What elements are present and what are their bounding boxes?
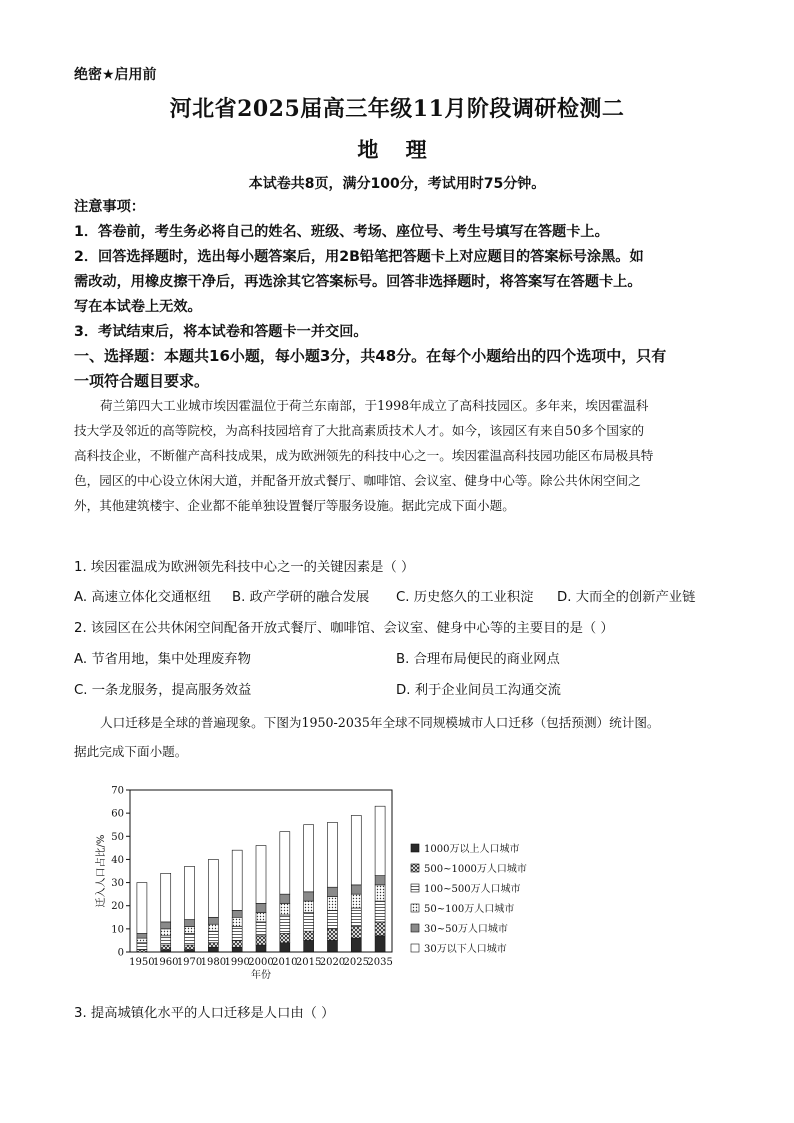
legend-label: 50~100万人口城市 [424, 904, 515, 915]
y-tick-label: 30 [111, 878, 124, 890]
legend-label: 30~50万人口城市 [424, 924, 508, 935]
legend-swatch [411, 904, 419, 912]
bar-segment [137, 938, 147, 943]
passage-2-line: 据此完成下面小题。 [74, 744, 188, 759]
bar-segment [208, 947, 218, 952]
y-tick-label: 60 [111, 808, 124, 820]
bar-segment [280, 915, 290, 934]
legend-swatch [411, 844, 419, 852]
bar-segment [375, 806, 385, 875]
legend-label: 100~500万人口城市 [424, 884, 521, 895]
question-2-stem: 2. 该园区在公共休闲空间配备开放式餐厅、咖啡馆、会议室、健身中心等的主要目的是（ ） [74, 621, 614, 636]
question-2-option-d[interactable]: D. 利于企业间员工沟通交流 [396, 683, 561, 698]
bar-segment [161, 929, 171, 936]
x-tick-label: 1960 [153, 957, 179, 968]
bar-segment [256, 913, 266, 922]
question-1-option-a[interactable]: A. 高速立体化交通枢纽 [74, 590, 211, 605]
bar-segment [304, 913, 314, 932]
question-2-option-b[interactable]: B. 合理布局便民的商业网点 [396, 652, 560, 667]
bar-segment [185, 933, 195, 945]
bar-segment [351, 908, 361, 927]
bar-segment [256, 922, 266, 936]
bar-segment [185, 927, 195, 934]
bar-segment [280, 832, 290, 894]
x-tick-label: 1990 [224, 957, 250, 968]
bar-segment [161, 936, 171, 945]
bar-segment [304, 892, 314, 901]
bar-segment [137, 950, 147, 952]
notice-item-2-line-1: 2．回答选择题时，选出每小题答案后，用2B铅笔把答题卡上对应题目的答案标号涂黑。如 [74, 249, 644, 265]
x-tick-label: 2035 [367, 957, 393, 968]
bar-segment [304, 931, 314, 940]
bar-segment [375, 876, 385, 885]
bar-segment [327, 896, 337, 910]
notice-item-2-line-2: 需改动，用橡皮擦干净后，再选涂其它答案标号。回答非选择题时，将答案写在答题卡上。 [74, 274, 642, 290]
bar-segment [232, 917, 242, 926]
legend-label: 30万以下人口城市 [424, 944, 507, 955]
bar-segment [327, 929, 337, 941]
population-migration-chart [94, 780, 534, 990]
bar-segment [351, 927, 361, 939]
y-tick-label: 20 [111, 901, 124, 913]
bar-segment [375, 901, 385, 922]
bar-segment [375, 922, 385, 936]
bar-segment [327, 910, 337, 929]
bar-segment [208, 931, 218, 943]
bar-segment [256, 936, 266, 945]
x-tick-label: 2020 [319, 957, 346, 968]
question-2-option-c[interactable]: C. 一条龙服务，提高服务效益 [74, 683, 252, 698]
reading-passage-1 [74, 393, 724, 518]
bar-segment [351, 894, 361, 908]
y-tick-label: 10 [111, 924, 124, 936]
bar-segment [232, 850, 242, 910]
bar-segment [185, 920, 195, 927]
bar-segment [185, 950, 195, 952]
bar-segment [327, 887, 337, 896]
notice-item-2-line-3: 写在本试卷上无效。 [74, 299, 202, 315]
question-1-option-b[interactable]: B. 政产学研的融合发展 [232, 590, 370, 605]
y-tick-label: 0 [117, 947, 124, 959]
passage-1-line: 色，园区的中心设立休闲大道，并配备开放式餐厅、咖啡馆、会议室、健身中心等。除公共休闲空间之 [74, 473, 641, 488]
bar-segment [232, 910, 242, 917]
section-1-heading-line-2: 一项符合题目要求。 [74, 372, 210, 390]
y-tick-label: 50 [111, 831, 124, 843]
bar-segment [375, 936, 385, 952]
bar-segment [351, 815, 361, 884]
bar-segment [137, 933, 147, 938]
x-axis-label: 年份 [251, 970, 271, 981]
bar-segment [161, 873, 171, 922]
y-axis-label: 迁入人口占比/% [96, 834, 107, 908]
bar-segment [208, 917, 218, 924]
bar-segment [280, 894, 290, 903]
bar-segment [161, 950, 171, 952]
bar-segment [161, 922, 171, 929]
passage-1-line: 技大学及邻近的高等院校，为高科技园培育了大批高素质技术人才。如今，该园区有来自50多个国家的 [74, 423, 645, 438]
legend-swatch [411, 864, 419, 872]
bar-segment [256, 846, 266, 904]
bar-segment [256, 903, 266, 912]
x-tick-label: 1980 [200, 957, 227, 968]
question-1-option-c[interactable]: C. 历史悠久的工业积淀 [396, 590, 534, 605]
confidential-mark: 绝密★启用前 [74, 67, 157, 83]
bar-segment [375, 885, 385, 901]
passage-1-line: 高科技企业，不断催产高科技成果，成为欧洲领先的科技中心之一。埃因霍温高科技园功能区布局极具特 [74, 448, 654, 463]
notice-item-3: 3．考试结束后，将本试卷和答题卡一并交回。 [74, 324, 368, 340]
legend-label: 500~1000万人口城市 [424, 864, 527, 875]
bar-segment [208, 943, 218, 948]
notice-heading: 注意事项： [74, 199, 145, 215]
bar-segment [232, 927, 242, 941]
bar-segment [137, 943, 147, 950]
y-tick-label: 40 [111, 854, 124, 866]
bar-segment [137, 883, 147, 934]
legend-swatch [411, 944, 419, 952]
bar-segment [256, 945, 266, 952]
bar-segment [280, 943, 290, 952]
bar-segment [232, 947, 242, 952]
bar-segment [351, 885, 361, 894]
reading-passage-2 [74, 708, 724, 766]
bar-segment [280, 933, 290, 942]
x-tick-label: 2000 [248, 957, 274, 968]
x-tick-label: 1950 [129, 957, 155, 968]
bar-segment [208, 924, 218, 931]
bar-segment [304, 825, 314, 892]
passage-2-line: 人口迁移是全球的普遍现象。下图为1950-2035年全球不同规模城市人口迁移（包括预测）统计图。 [100, 715, 660, 730]
passage-1-line: 外，其他建筑楼宇、企业都不能单独设置餐厅等服务设施。据此完成下面小题。 [74, 498, 515, 513]
bar-segment [327, 940, 337, 952]
question-1-option-d[interactable]: D. 大而全的创新产业链 [557, 590, 696, 605]
question-3-stem: 3. 提高城镇化水平的人口迁移是人口由（ ） [74, 1006, 335, 1021]
bar-segment [304, 901, 314, 913]
question-2-option-a[interactable]: A. 节省用地，集中处理废弃物 [74, 652, 251, 667]
exam-title: 河北省2025届高三年级11月阶段调研检测二 [169, 96, 625, 122]
section-1-heading-line-1: 一、选择题：本题共16小题，每小题3分，共48分。在每个小题给出的四个选项中，只有 [74, 347, 667, 365]
x-tick-label: 1970 [176, 957, 203, 968]
legend-swatch [411, 924, 419, 932]
y-tick-label: 70 [111, 785, 124, 797]
bar-segment [208, 859, 218, 917]
passage-1-line: 荷兰第四大工业城市埃因霍温位于荷兰东南部，于1998年成立了高科技园区。多年来，埃因霍温科 [100, 398, 649, 413]
legend-swatch [411, 884, 419, 892]
subject-title: 地 理 [357, 137, 437, 162]
bar-segment [232, 940, 242, 947]
bar-segment [185, 945, 195, 950]
bar-segment [351, 938, 361, 952]
legend-label: 1000万以上人口城市 [424, 844, 520, 855]
exam-info: 本试卷共8页，满分100分，考试用时75分钟。 [248, 176, 546, 192]
bar-segment [327, 822, 337, 887]
x-tick-label: 2025 [343, 957, 369, 968]
bar-segment [161, 945, 171, 950]
bar-segment [304, 940, 314, 952]
x-tick-label: 2015 [295, 957, 322, 968]
x-tick-label: 2010 [272, 957, 298, 968]
bar-segment [280, 903, 290, 915]
question-1-stem: 1. 埃因霍温成为欧洲领先科技中心之一的关键因素是（ ） [74, 560, 415, 575]
notice-item-1: 1．答卷前，考生务必将自己的姓名、班级、考场、座位号、考生号填写在答题卡上。 [74, 224, 609, 240]
bar-segment [185, 866, 195, 919]
